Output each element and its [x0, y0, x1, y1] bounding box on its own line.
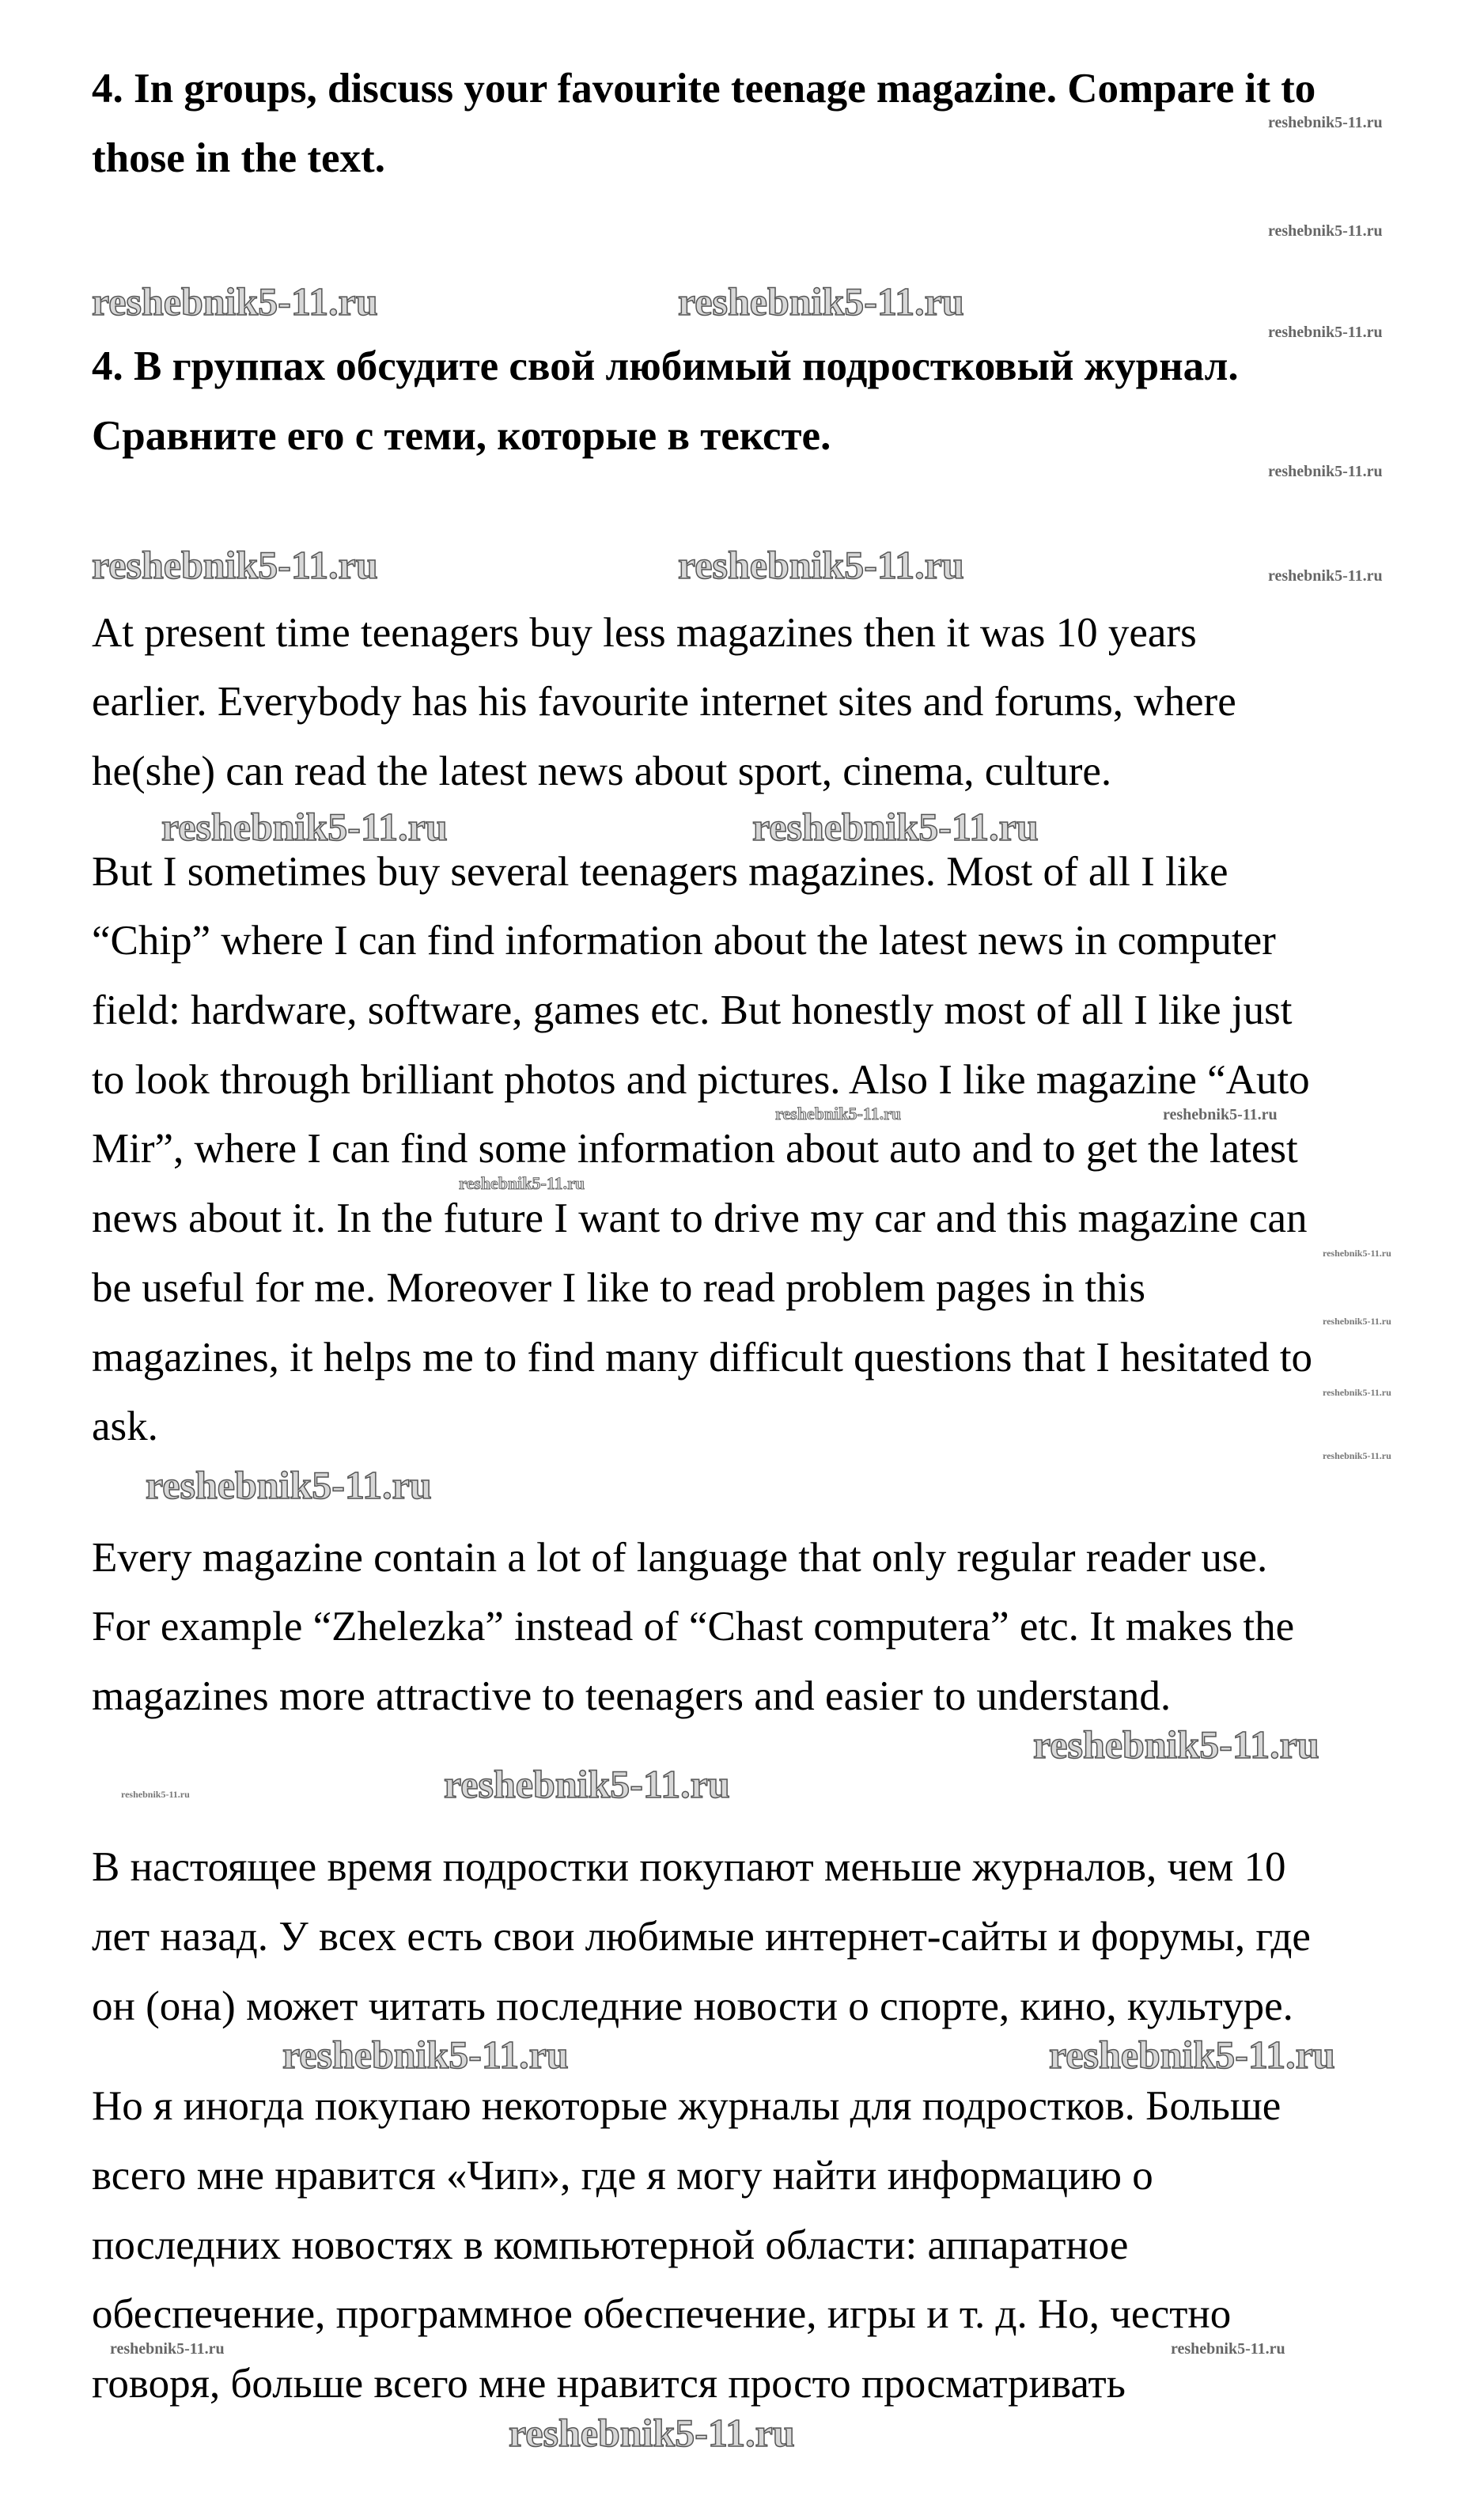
- watermark: reshebnik5-11.ru: [1171, 2340, 1285, 2358]
- watermark: reshebnik5-11.ru: [678, 279, 964, 324]
- answer-ru-p2-line: обеспечение, программное обеспечение, игры и т. д. Но, честно: [92, 2291, 1232, 2337]
- task-heading-en-line: those in the text.: [92, 135, 385, 181]
- answer-en-p3-line: For example “Zhelezka” instead of “Chast computera” etc. It makes the: [92, 1604, 1295, 1650]
- watermark: reshebnik5-11.ru: [1323, 1316, 1391, 1327]
- answer-ru-p2-line: последних новостях в компьютерной области: аппаратное: [92, 2222, 1129, 2268]
- answer-en-p1-line: At present time teenagers buy less magazines then it was 10 years: [92, 610, 1197, 656]
- watermark: reshebnik5-11.ru: [775, 1104, 902, 1123]
- watermark: reshebnik5-11.ru: [1268, 222, 1383, 240]
- watermark: reshebnik5-11.ru: [1049, 2032, 1335, 2077]
- answer-en-p1-line: earlier. Everybody has his favourite internet sites and forums, where: [92, 679, 1236, 725]
- watermark: reshebnik5-11.ru: [509, 2411, 795, 2455]
- answer-en-p2-line: Mir”, where I can find some information about auto and to get the latest: [92, 1126, 1298, 1172]
- answer-en-p3-line: magazines more attractive to teenagers and easier to understand.: [92, 1673, 1172, 1719]
- answer-ru-p2-line: всего мне нравится «Чип», где я могу найти информацию о: [92, 2153, 1153, 2199]
- watermark: reshebnik5-11.ru: [92, 279, 378, 324]
- answer-en-p2-line: magazines, it helps me to find many difficult questions that I hesitated to: [92, 1335, 1313, 1381]
- watermark: reshebnik5-11.ru: [161, 805, 448, 849]
- watermark: reshebnik5-11.ru: [92, 543, 378, 587]
- watermark: reshebnik5-11.ru: [1268, 567, 1383, 585]
- answer-en-p2-line: field: hardware, software, games etc. But honestly most of all I like just: [92, 987, 1293, 1033]
- watermark: reshebnik5-11.ru: [678, 543, 964, 587]
- watermark: reshebnik5-11.ru: [146, 1463, 432, 1507]
- watermark: reshebnik5-11.ru: [444, 1762, 730, 1806]
- watermark: reshebnik5-11.ru: [1033, 1722, 1319, 1767]
- watermark: reshebnik5-11.ru: [1323, 1387, 1391, 1398]
- answer-en-p2-line: ask.: [92, 1403, 158, 1449]
- task-heading-ru-line: 4. В группах обсудите свой любимый подростковый журнал.: [92, 343, 1239, 389]
- answer-ru-p2-line: Но я иногда покупаю некоторые журналы для подростков. Больше: [92, 2083, 1281, 2129]
- watermark: reshebnik5-11.ru: [121, 1789, 190, 1800]
- watermark: reshebnik5-11.ru: [282, 2032, 569, 2077]
- answer-en-p3-line: Every magazine contain a lot of language that only regular reader use.: [92, 1535, 1268, 1581]
- answer-en-p2-line: But I sometimes buy several teenagers magazines. Most of all I like: [92, 849, 1228, 895]
- answer-ru-p1-line: В настоящее время подростки покупают меньше журналов, чем 10: [92, 1844, 1286, 1890]
- answer-ru-p1-line: лет назад. У всех есть свои любимые интернет-сайты и форумы, где: [92, 1914, 1311, 1960]
- watermark: reshebnik5-11.ru: [110, 2340, 225, 2358]
- answer-en-p2-line: to look through brilliant photos and pictures. Also I like magazine “Auto: [92, 1057, 1310, 1103]
- watermark: reshebnik5-11.ru: [459, 1173, 585, 1193]
- watermark: reshebnik5-11.ru: [1268, 114, 1383, 131]
- watermark: reshebnik5-11.ru: [1163, 1106, 1278, 1123]
- answer-en-p2-line: “Chip” where I can find information about the latest news in computer: [92, 918, 1276, 964]
- answer-en-p2-line: be useful for me. Moreover I like to read problem pages in this: [92, 1265, 1145, 1311]
- answer-ru-p2-line: говоря, больше всего мне нравится просто просматривать: [92, 2361, 1126, 2407]
- watermark: reshebnik5-11.ru: [1323, 1248, 1391, 1259]
- watermark: reshebnik5-11.ru: [752, 805, 1039, 849]
- watermark: reshebnik5-11.ru: [1323, 1450, 1391, 1461]
- answer-en-p1-line: he(she) can read the latest news about sport, cinema, culture.: [92, 748, 1112, 794]
- answer-en-p2-line: news about it. In the future I want to drive my car and this magazine can: [92, 1195, 1308, 1241]
- answer-ru-p1-line: он (она) может читать последние новости о спорте, кино, культуре.: [92, 1983, 1293, 2029]
- task-heading-en-line: 4. In groups, discuss your favourite teenage magazine. Compare it to: [92, 66, 1316, 112]
- watermark: reshebnik5-11.ru: [1268, 324, 1383, 341]
- task-heading-ru-line: Сравните его с теми, которые в тексте.: [92, 413, 831, 459]
- watermark: reshebnik5-11.ru: [1268, 463, 1383, 480]
